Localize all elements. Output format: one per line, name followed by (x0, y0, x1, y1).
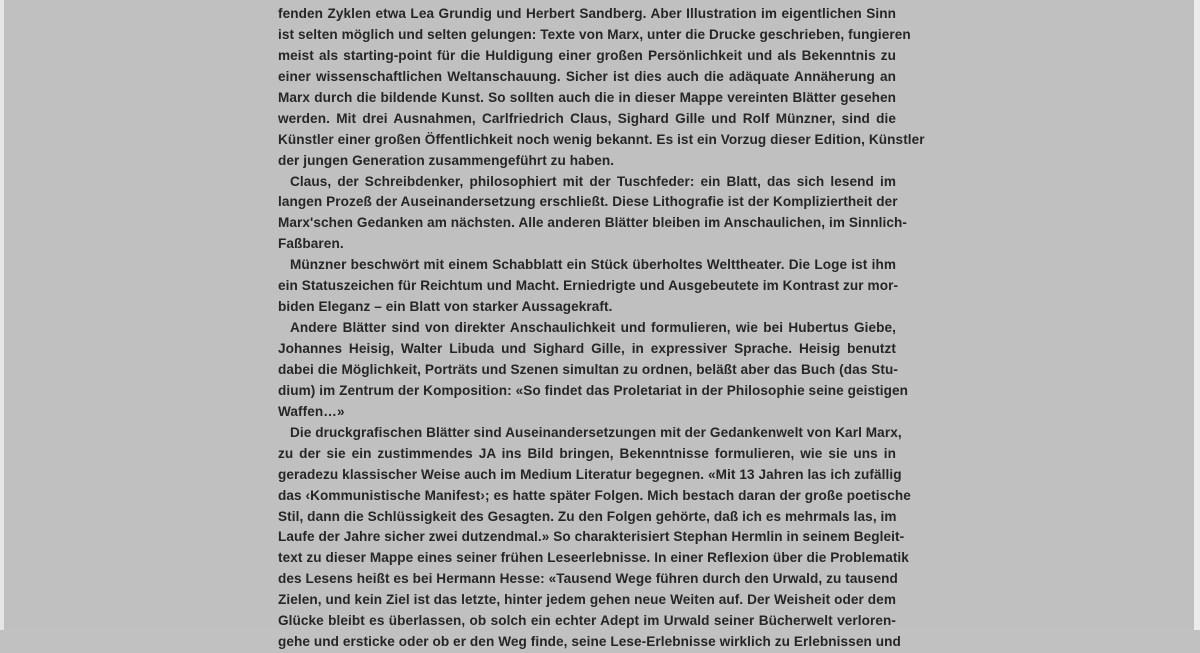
text-line: ein Statuszeichen für Reichtum und Macht. Erniedrigte und Ausgebeutete im Kontrast zur mor- (278, 278, 899, 294)
text-line: zu der sie ein zustimmendes JA ins Bild bringen, Bekenntnisse formulieren, wie sie uns in (278, 445, 896, 461)
paragraph-first-line: Münzner beschwört mit einem Schabblatt ein Stück überholtes Welttheater. Die Loge ist ihm (290, 257, 896, 273)
text-line: Waffen…» (278, 403, 345, 419)
text-line: gehe und ersticke oder ob er den Weg finde, seine Lese-Erlebnisse wirklich zu Erlebnissen und (278, 634, 901, 650)
text-line: Zielen, und kein Ziel ist das letzte, hinter jedem gehen neue Weiten auf. Der Weisheit oder dem (278, 592, 896, 608)
scanned-page (4, 0, 1198, 650)
text-line: fenden Zyklen etwa Lea Grundig und Herbert Sandberg. Aber Illustration im eigentlichen Sinn (278, 6, 896, 21)
text-line: dabei die Möglichkeit, Porträts und Szenen simultan zu ordnen, beläßt aber das Buch (das Stu- (278, 361, 899, 377)
text-line: der jungen Generation zusammengeführt zu haben. (278, 152, 615, 168)
page-edge-right (1194, 0, 1200, 630)
text-line: Faßbaren. (278, 236, 344, 252)
paragraph-first-line: Claus, der Schreibdenker, philosophiert mit der Tuschfeder: ein Blatt, das sich lesend im (290, 173, 896, 189)
text-line: Marx durch die bildende Kunst. So sollten auch die in dieser Mappe vereinten Blätter gesehen (278, 89, 896, 105)
body-text-column (278, 4, 925, 653)
text-line: meist als starting-point für die Huldigung einer großen Persönlichkeit und als Bekenntnis zu (278, 47, 896, 63)
text-line: geradezu klassischer Weise auch im Medium Literatur begegnen. «Mit 13 Jahren las ich zufällig (278, 466, 902, 482)
text-line: Johannes Heisig, Walter Libuda und Sighard Gille, in expressiver Sprache. Heisig benutzt (278, 341, 896, 356)
text-line: Stil, dann die Schlüssigkeit des Gesagten. Zu den Folgen gehörte, daß ich es mehrmals las, im (278, 508, 897, 524)
paragraph-first-line: Die druckgrafischen Blätter sind Auseinandersetzungen mit der Gedankenwelt von Karl Marx, (290, 424, 902, 440)
paragraph-first-line: Andere Blätter sind von direkter Anschaulichkeit und formulieren, wie bei Hubertus Giebe, (290, 320, 896, 336)
text-line: langen Prozeß der Auseinandersetzung erschließt. Diese Lithografie ist der Kompliziertheit der (278, 194, 898, 210)
text-line: des Lesens heißt es bei Hermann Hesse: «Tausend Wege führen durch den Urwald, zu tausend (278, 571, 898, 587)
text-line: werden. Mit drei Ausnahmen, Carlfriedrich Claus, Sighard Gille und Rolf Münzner, sind die (278, 110, 896, 126)
text-line: das ‹Kommunistische Manifest›; es hatte später Folgen. Mich bestach daran der große poetische (278, 487, 911, 503)
text-line: text zu dieser Mappe eines seiner frühen Leseerlebnisse. In einer Reflexion über die Problematik (278, 550, 909, 566)
text-line: Glücke bleibt es überlassen, ob solch ein echter Adept im Urwald seiner Bücherwelt verloren- (278, 613, 896, 629)
text-line: biden Eleganz – ein Blatt von starker Aussagekraft. (278, 299, 613, 315)
text-line: Laufe der Jahre sicher zwei dutzendmal.» So charakterisiert Stephan Hermlin in seinem Begleit- (278, 529, 905, 545)
text-line: Marx'schen Gedanken am nächsten. Alle anderen Blätter bleiben im Anschaulichen, im Sinnlich- (278, 215, 908, 231)
text-line: dium) im Zentrum der Komposition: «So findet das Proletariat in der Philosophie seine geistigen (278, 382, 908, 398)
text-line: Künstler einer großen Öffentlichkeit noch wenig bekannt. Es ist ein Vorzug dieser Edition, Künstler (278, 131, 925, 147)
text-line: einer wissenschaftlichen Weltanschauung. Sicher ist dies auch die adäquate Annäherung an (278, 68, 896, 84)
text-line: ist selten möglich und selten gelungen: Texte von Marx, unter die Drucke geschrieben, fungieren (278, 26, 911, 42)
